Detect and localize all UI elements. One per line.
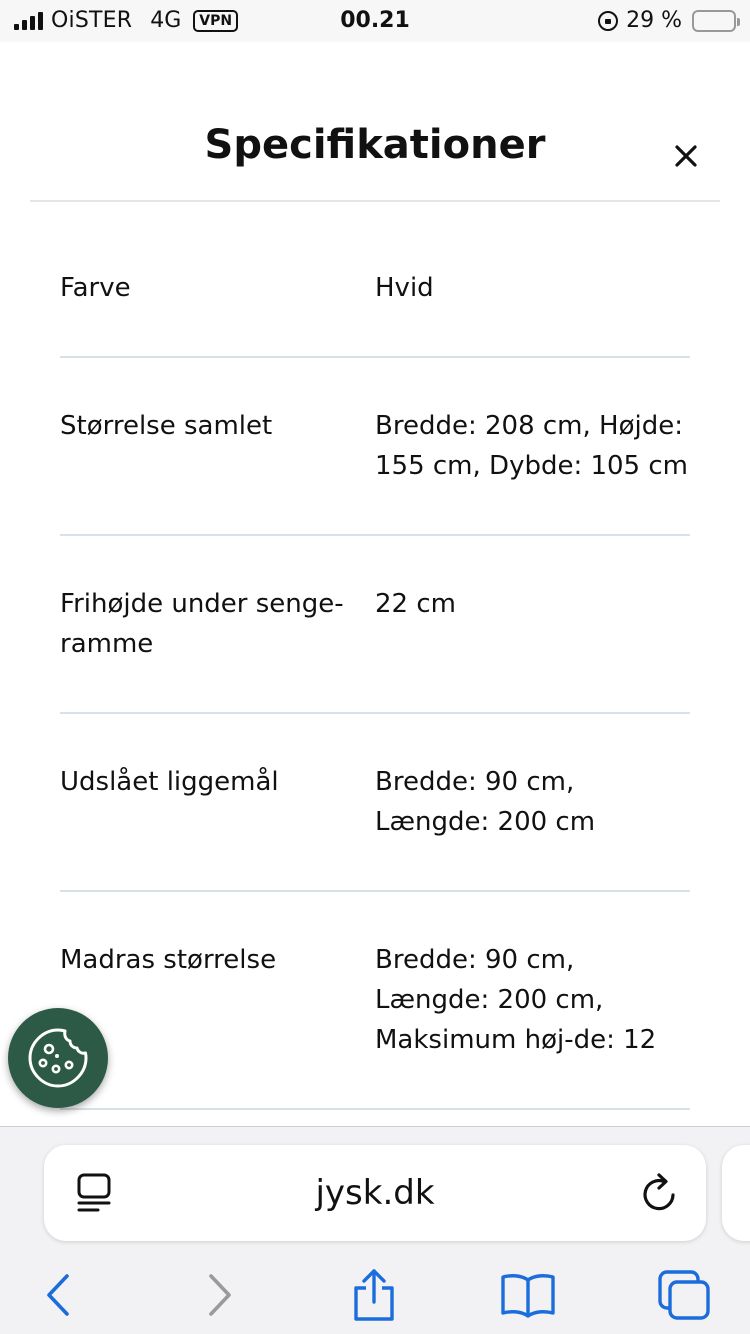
close-icon bbox=[674, 144, 698, 168]
orientation-lock-icon bbox=[598, 11, 618, 31]
chevron-right-icon bbox=[205, 1273, 235, 1317]
spec-value: Bredde: 208 cm, Højde: 155 cm, Dybde: 105 cm bbox=[375, 411, 688, 481]
url-text[interactable]: jysk.dk bbox=[315, 1173, 435, 1213]
network-type: 4G bbox=[150, 8, 182, 33]
spec-value: Bredde: 90 cm, Længde: 200 cm, Maksimum høj-de: 12 bbox=[375, 945, 657, 1055]
address-bar[interactable] bbox=[44, 1145, 706, 1241]
spec-value: 22 cm bbox=[375, 589, 456, 619]
spec-value: Bredde: 90 cm, Længde: 200 cm bbox=[375, 767, 596, 837]
browser-chrome bbox=[0, 1126, 750, 1334]
status-bar bbox=[0, 0, 750, 42]
next-tab-preview[interactable] bbox=[722, 1145, 750, 1241]
vpn-badge: VPN bbox=[193, 10, 238, 32]
spec-label: Størrelse samlet bbox=[60, 411, 273, 441]
spec-label: Frihøjde under senge-ramme bbox=[60, 589, 344, 659]
spec-label: Udslået liggemål bbox=[60, 767, 279, 797]
battery-icon bbox=[692, 10, 736, 32]
spec-value: Hvid bbox=[375, 273, 434, 303]
spec-row bbox=[60, 714, 690, 892]
close-button[interactable] bbox=[668, 138, 704, 174]
tabs-button[interactable] bbox=[654, 1265, 714, 1325]
tabs-icon bbox=[657, 1269, 711, 1321]
spec-label: Madras størrelse bbox=[60, 945, 277, 975]
cookie-settings-button[interactable] bbox=[8, 1008, 108, 1108]
signal-icon bbox=[14, 12, 43, 30]
share-icon bbox=[352, 1268, 396, 1322]
book-icon bbox=[499, 1272, 557, 1318]
share-button[interactable] bbox=[344, 1265, 404, 1325]
spec-row bbox=[60, 358, 690, 536]
back-button[interactable] bbox=[28, 1265, 88, 1325]
battery-percent: 29 % bbox=[626, 8, 682, 33]
status-left bbox=[14, 8, 238, 33]
browser-toolbar bbox=[0, 1257, 750, 1327]
status-right bbox=[598, 8, 736, 33]
forward-button[interactable] bbox=[190, 1265, 250, 1325]
spec-row bbox=[60, 536, 690, 714]
spec-row bbox=[60, 202, 690, 358]
bookmarks-button[interactable] bbox=[498, 1265, 558, 1325]
chevron-left-icon bbox=[43, 1273, 73, 1317]
spec-list bbox=[60, 202, 690, 1110]
spec-row bbox=[60, 892, 690, 1110]
page-title: Specifikationer bbox=[204, 122, 546, 168]
carrier-name: OiSTER bbox=[51, 8, 133, 33]
spec-label: Farve bbox=[60, 273, 131, 303]
cookie-icon bbox=[25, 1025, 91, 1091]
status-time: 00.21 bbox=[340, 8, 410, 33]
reload-icon[interactable] bbox=[640, 1171, 680, 1213]
